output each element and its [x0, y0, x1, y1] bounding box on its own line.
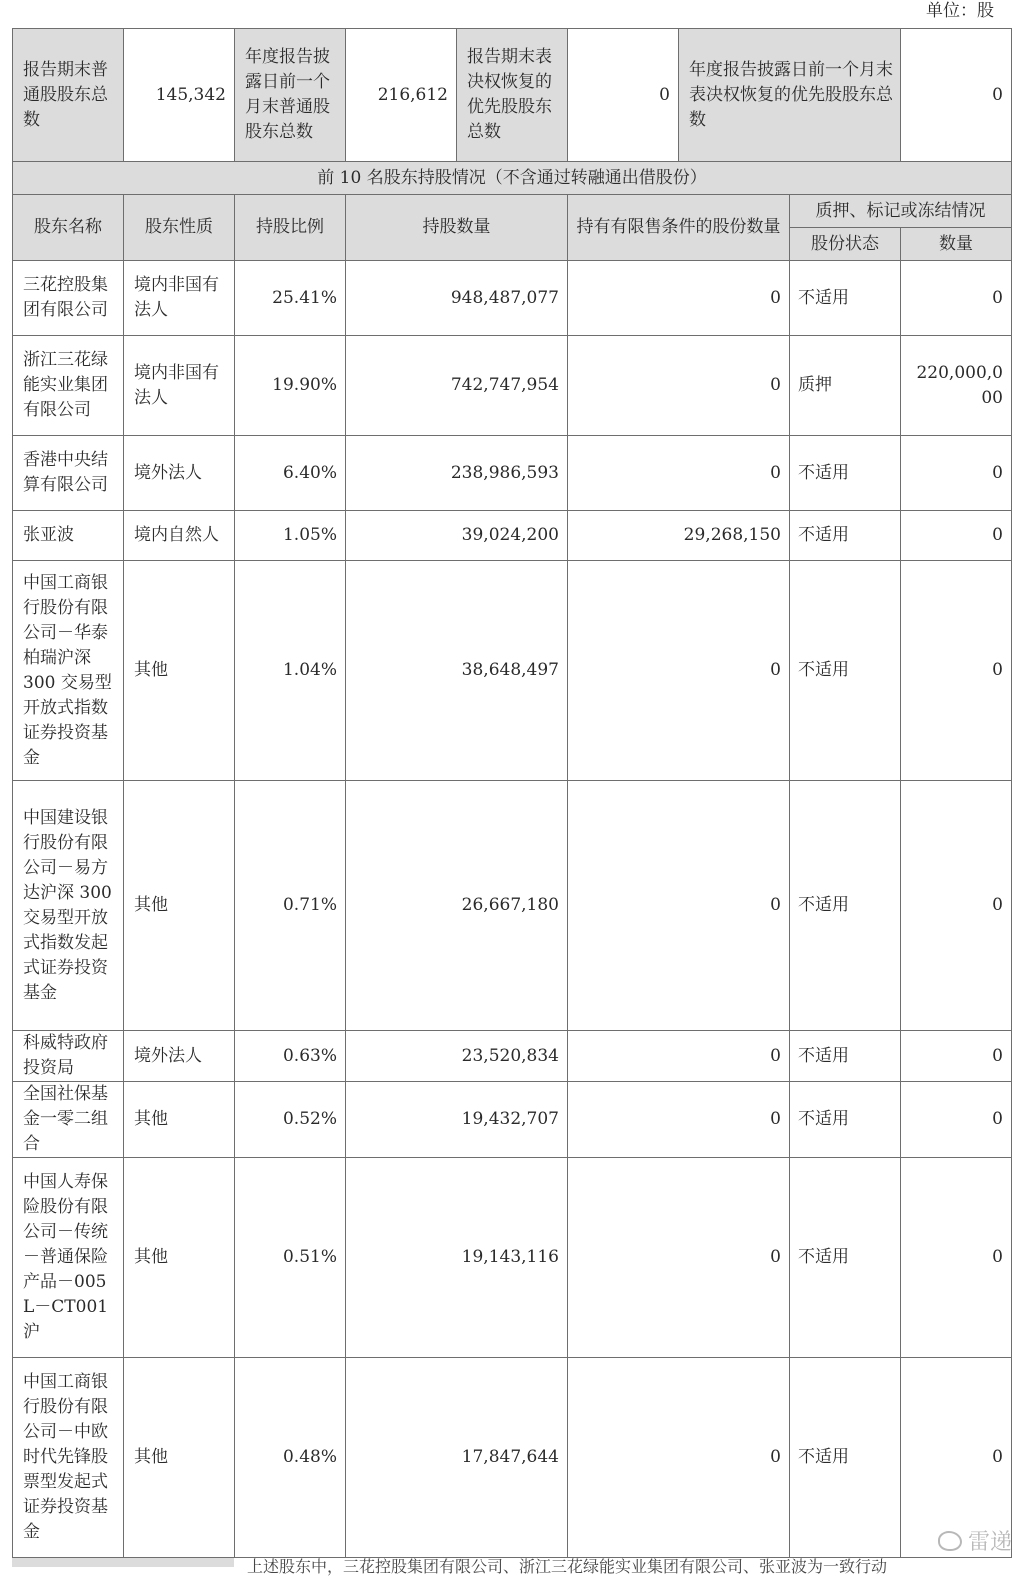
restricted-shares: 0 — [568, 336, 790, 436]
shareholder-name: 中国建设银行股份有限公司－易方达沪深 300 交易型开放式指数发起式证券投资基金 — [13, 781, 124, 1031]
header-shares: 持股数量 — [346, 195, 568, 261]
pledge-status: 不适用 — [790, 561, 901, 781]
shareholder-table — [12, 28, 1012, 1558]
watermark-text: 雷递 — [967, 1530, 1012, 1555]
holding-ratio: 1.04% — [235, 561, 346, 781]
table-row — [13, 561, 1012, 781]
shareholder-nature: 境外法人 — [124, 436, 235, 511]
header-status: 股份状态 — [790, 228, 901, 261]
summary-pref-label: 报告期末表决权恢复的优先股股东总数 — [457, 29, 568, 162]
pledge-qty: 220,000,000 — [901, 336, 1012, 436]
watermark — [938, 1525, 1012, 1556]
shareholder-name: 浙江三花绿能实业集团有限公司 — [13, 336, 124, 436]
shareholder-nature: 境内非国有法人 — [124, 261, 235, 336]
pledge-qty: 0 — [901, 511, 1012, 561]
table-row — [13, 1031, 1012, 1082]
shareholder-name: 中国工商银行股份有限公司－华泰柏瑞沪深 300 交易型开放式指数证券投资基金 — [13, 561, 124, 781]
holding-shares: 948,487,077 — [346, 261, 568, 336]
shareholder-nature: 境外法人 — [124, 1031, 235, 1082]
pledge-qty: 0 — [901, 781, 1012, 1031]
header-ratio: 持股比例 — [235, 195, 346, 261]
summary-pref-prev-label: 年度报告披露日前一个月末表决权恢复的优先股股东总数 — [679, 29, 901, 162]
holding-ratio: 0.63% — [235, 1031, 346, 1082]
holding-ratio: 0.52% — [235, 1082, 346, 1158]
restricted-shares: 0 — [568, 1358, 790, 1558]
table-row — [13, 1358, 1012, 1558]
pledge-qty: 0 — [901, 261, 1012, 336]
holding-shares: 26,667,180 — [346, 781, 568, 1031]
pledge-status: 不适用 — [790, 781, 901, 1031]
holding-shares: 17,847,644 — [346, 1358, 568, 1558]
restricted-shares: 29,268,150 — [568, 511, 790, 561]
holding-ratio: 0.71% — [235, 781, 346, 1031]
holding-shares: 19,432,707 — [346, 1082, 568, 1158]
holding-ratio: 0.51% — [235, 1158, 346, 1358]
holding-shares: 38,648,497 — [346, 561, 568, 781]
restricted-shares: 0 — [568, 261, 790, 336]
shareholder-nature: 其他 — [124, 1158, 235, 1358]
section-title-row — [13, 162, 1012, 195]
table-row — [13, 436, 1012, 511]
header-restricted: 持有有限售条件的股份数量 — [568, 195, 790, 261]
shareholder-nature: 其他 — [124, 1082, 235, 1158]
shareholder-name: 香港中央结算有限公司 — [13, 436, 124, 511]
pledge-qty: 0 — [901, 1031, 1012, 1082]
summary-common-value: 145,342 — [124, 29, 235, 162]
shareholder-nature: 其他 — [124, 561, 235, 781]
restricted-shares: 0 — [568, 436, 790, 511]
shareholder-name: 张亚波 — [13, 511, 124, 561]
pledge-qty: 0 — [901, 436, 1012, 511]
holding-shares: 742,747,954 — [346, 336, 568, 436]
shareholder-name: 中国工商银行股份有限公司－中欧时代先锋股票型发起式证券投资基金 — [13, 1358, 124, 1558]
restricted-shares: 0 — [568, 561, 790, 781]
pledge-qty: 0 — [901, 1082, 1012, 1158]
table-row — [13, 1082, 1012, 1158]
holding-shares: 23,520,834 — [346, 1031, 568, 1082]
shareholder-name: 科威特政府投资局 — [13, 1031, 124, 1082]
holding-ratio: 0.48% — [235, 1358, 346, 1558]
pledge-status: 不适用 — [790, 261, 901, 336]
table-row — [13, 781, 1012, 1031]
holding-ratio: 19.90% — [235, 336, 346, 436]
header-nature: 股东性质 — [124, 195, 235, 261]
table-row — [13, 511, 1012, 561]
pledge-status: 质押 — [790, 336, 901, 436]
header-qty: 数量 — [901, 228, 1012, 261]
restricted-shares: 0 — [568, 781, 790, 1031]
summary-prev-month-label: 年度报告披露日前一个月末普通股股东总数 — [235, 29, 346, 162]
table-row — [13, 1158, 1012, 1358]
pledge-qty: 0 — [901, 1358, 1012, 1558]
holding-ratio: 6.40% — [235, 436, 346, 511]
weibo-icon — [938, 1531, 962, 1551]
holding-ratio: 25.41% — [235, 261, 346, 336]
summary-pref-prev-value: 0 — [901, 29, 1012, 162]
footer-text: 上述股东中，三花控股集团有限公司、浙江三花绿能实业集团有限公司、张亚波为一致行动 — [247, 1557, 888, 1576]
restricted-shares: 0 — [568, 1082, 790, 1158]
holding-shares: 238,986,593 — [346, 436, 568, 511]
shareholder-nature: 其他 — [124, 1358, 235, 1558]
holding-shares: 39,024,200 — [346, 511, 568, 561]
restricted-shares: 0 — [568, 1031, 790, 1082]
shareholder-nature: 境内自然人 — [124, 511, 235, 561]
holding-ratio: 1.05% — [235, 511, 346, 561]
table-row — [13, 336, 1012, 436]
unit-label: 单位：股 — [926, 1, 994, 21]
pledge-status: 不适用 — [790, 1031, 901, 1082]
summary-common-label: 报告期末普通股股东总数 — [13, 29, 124, 162]
table-row — [13, 261, 1012, 336]
pledge-qty: 0 — [901, 561, 1012, 781]
summary-prev-month-value: 216,612 — [346, 29, 457, 162]
header-name: 股东名称 — [13, 195, 124, 261]
shareholder-name: 全国社保基金一零二组合 — [13, 1082, 124, 1158]
pledge-status: 不适用 — [790, 1158, 901, 1358]
restricted-shares: 0 — [568, 1158, 790, 1358]
pledge-status: 不适用 — [790, 511, 901, 561]
pledge-qty: 0 — [901, 1158, 1012, 1358]
section-title: 前 10 名股东持股情况（不含通过转融通出借股份） — [13, 162, 1012, 195]
pledge-status: 不适用 — [790, 436, 901, 511]
header-pledge: 质押、标记或冻结情况 — [790, 195, 1012, 228]
holding-shares: 19,143,116 — [346, 1158, 568, 1358]
shareholder-nature: 境内非国有法人 — [124, 336, 235, 436]
header-row — [13, 195, 1012, 228]
shareholder-name: 中国人寿保险股份有限公司－传统－普通保险产品－005L－CT001 沪 — [13, 1158, 124, 1358]
summary-row — [13, 29, 1012, 162]
shareholder-name: 三花控股集团有限公司 — [13, 261, 124, 336]
shareholder-nature: 其他 — [124, 781, 235, 1031]
pledge-status: 不适用 — [790, 1082, 901, 1158]
pledge-status: 不适用 — [790, 1358, 901, 1558]
summary-pref-value: 0 — [568, 29, 679, 162]
